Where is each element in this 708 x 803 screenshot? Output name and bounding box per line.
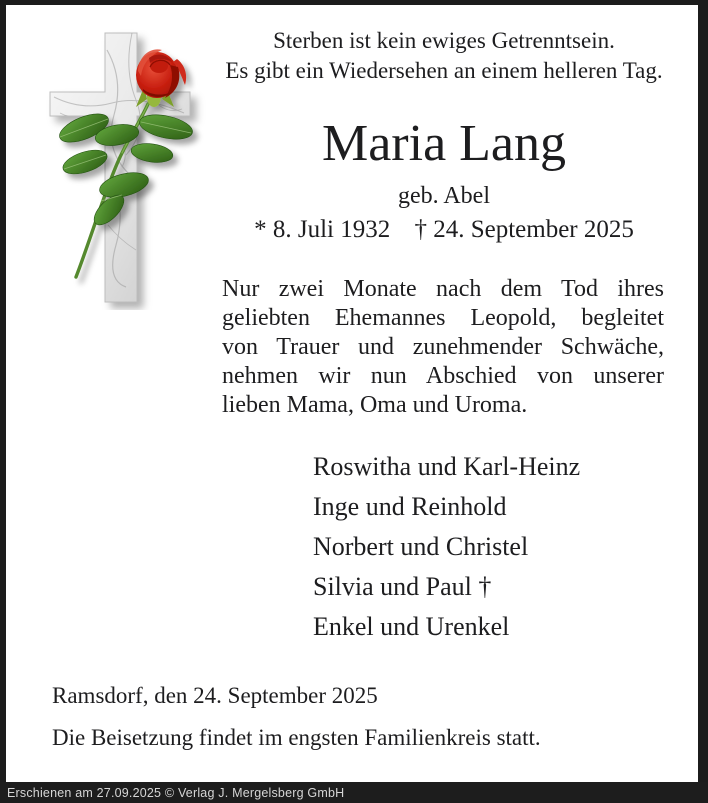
mourners-list [313, 447, 580, 647]
obituary-line: von Trauer und zunehmender Schwäche, [222, 334, 664, 360]
mourner-line: Silvia und Paul † [313, 572, 492, 601]
mourner-line: Roswitha und Karl-Heinz [313, 452, 581, 481]
epigraph-line-2: Es gibt ein Wiedersehen an einem helleren Tag. [225, 58, 663, 83]
deceased-name: Maria Lang [321, 115, 566, 172]
obituary-line: geliebten Ehemannes Leopold, begleitet [222, 305, 664, 331]
rose-bloom [136, 49, 186, 98]
epigraph [194, 26, 694, 86]
birth-date: * 8. Juli 1932 [254, 216, 391, 243]
maiden-name: geb. Abel [398, 183, 490, 209]
death-date: † 24. September 2025 [414, 216, 634, 243]
mourner-line: Enkel und Urenkel [313, 612, 510, 641]
obituary-line: nehmen wir nun Abschied von unserer [222, 363, 664, 389]
cross-rose-image [32, 25, 207, 310]
funeral-note: Die Beisetzung findet im engsten Familienkreis statt. [52, 725, 541, 750]
obituary-line: Nur zwei Monate nach dem Tod ihres [222, 276, 664, 302]
obituary-sheet [6, 5, 698, 782]
epigraph-line-1: Sterben ist kein ewiges Getrenntsein. [273, 28, 615, 53]
obituary-line: lieben Mama, Oma und Uroma. [222, 392, 528, 418]
publisher-footer-text: Erschienen am 27.09.2025 © Verlag J. Mergelsberg GmbH [7, 785, 345, 800]
mourner-line: Norbert und Christel [313, 532, 529, 561]
mourner-line: Inge und Reinhold [313, 492, 507, 521]
publisher-footer [0, 782, 708, 803]
obituary-text [222, 275, 664, 420]
life-dates [194, 216, 694, 245]
place-date-line: Ramsdorf, den 24. September 2025 [52, 683, 378, 708]
